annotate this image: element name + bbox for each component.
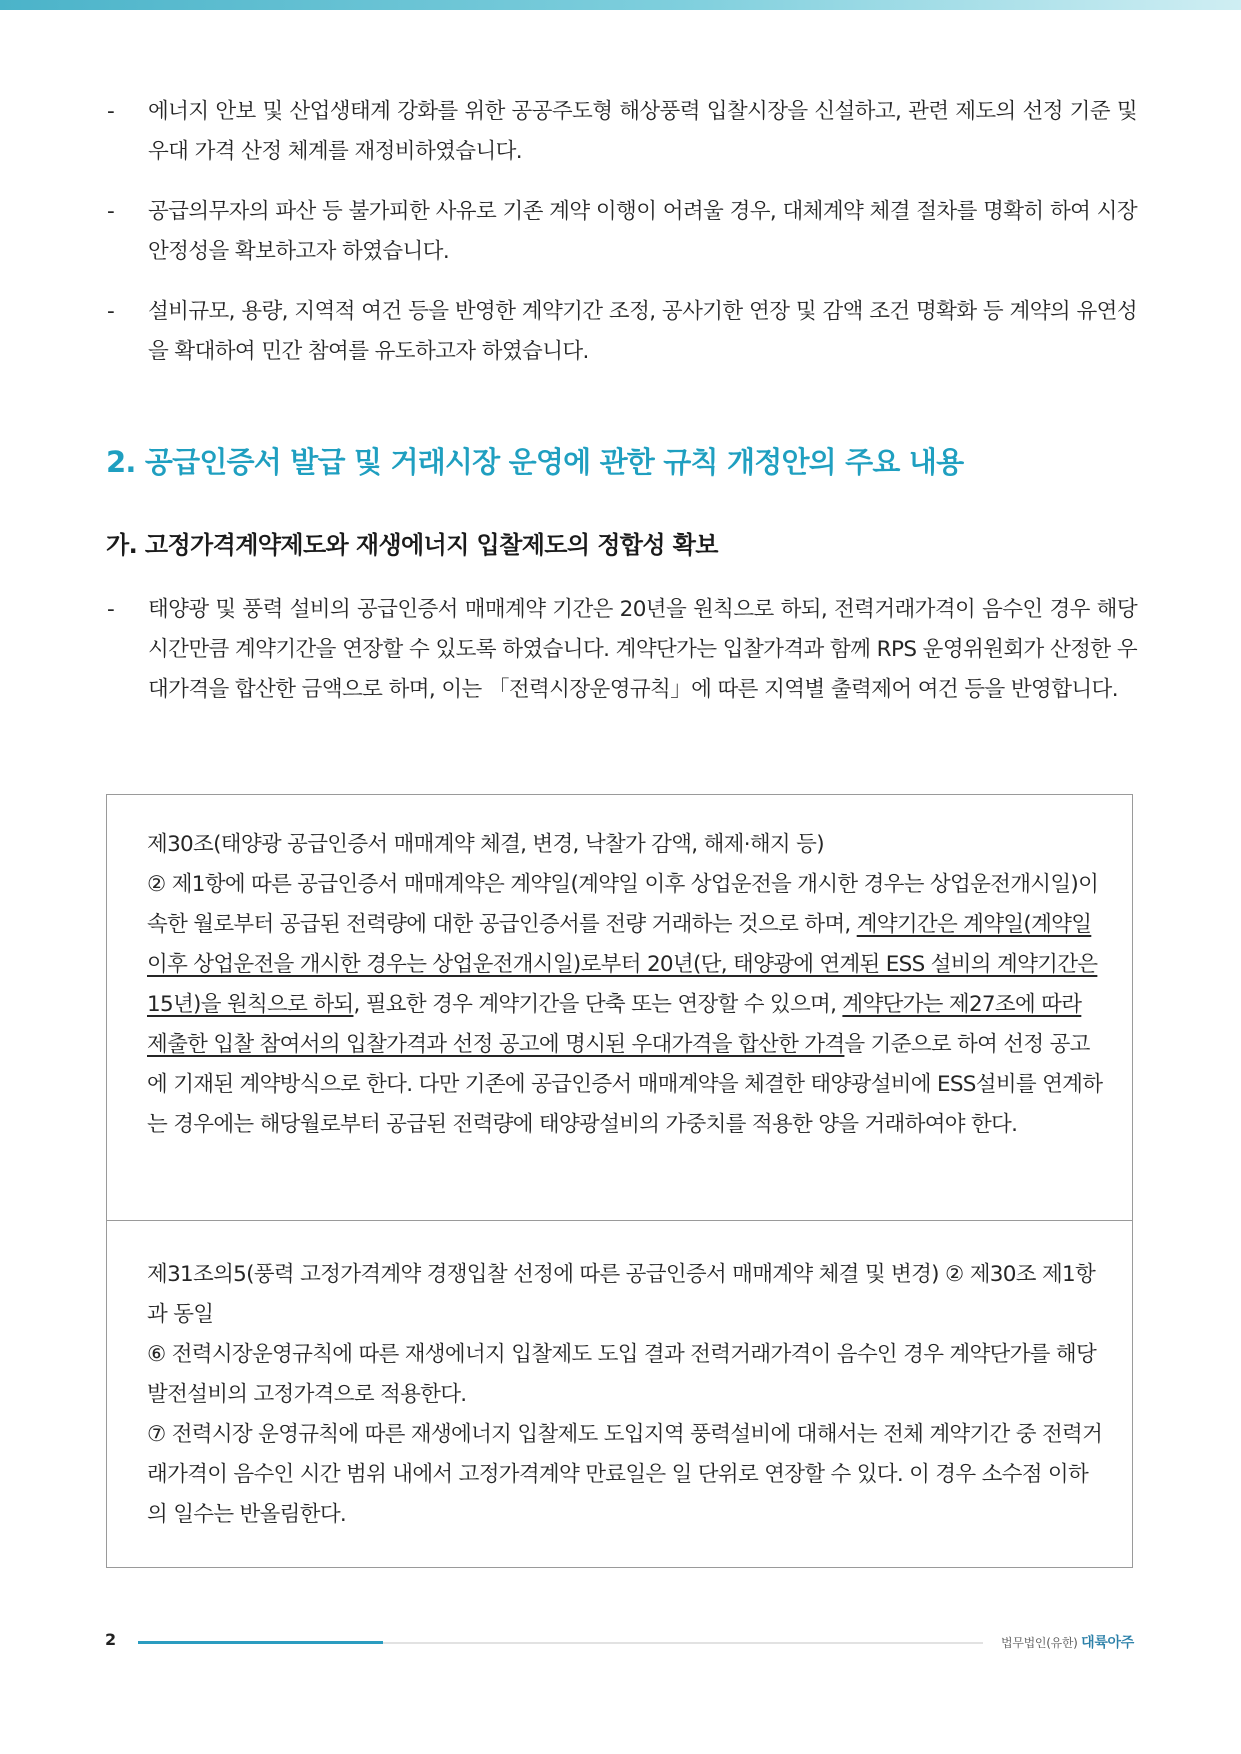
article-30-text-3: 을 기준으로 하여 선정 공고에 기재된 계약방식으로 한다. 다만 기존에 공급인증서 매매계약을 체결한 태양광설비에 ESS설비를 연계하는 경우에는 해당월로부터 공급된 전력량에 태양광설비의 가중치를 적용한 양을 거래하여야 한다. (147, 1032, 1103, 1137)
sub-bullet-list (107, 590, 1137, 730)
footer-brand (1001, 1632, 1134, 1652)
article-30-title: 제30조(태양광 공급인증서 매매계약 체결, 변경, 낙찰가 감액, 해제·해지 등) (147, 832, 824, 857)
bullet-text: 공급의무자의 파산 등 불가피한 사유로 기존 계약 이행이 어려울 경우, 대체계약 체결 절차를 명확히 하여 시장 안정성을 확보하고자 하였습니다. (148, 199, 1137, 264)
page-number: 2 (105, 1630, 117, 1649)
article-30-paragraph (147, 865, 1107, 1145)
article-30-text-2: , 필요한 경우 계약기간을 단축 또는 연장할 수 있으며, (353, 992, 843, 1017)
bullet-item (107, 92, 1137, 172)
bullet-dash: - (107, 99, 115, 124)
top-bullet-list (107, 92, 1137, 392)
section-heading: 2. 공급인증서 발급 및 거래시장 운영에 관한 규칙 개정안의 주요 내용 (106, 445, 964, 479)
top-accent-bar (0, 0, 1241, 10)
bullet-item (107, 292, 1137, 372)
brand-prefix: 법무법인(유한) (1001, 1636, 1078, 1650)
bullet-text: 에너지 안보 및 산업생태계 강화를 위한 공공주도형 해상풍력 입찰시장을 신설하고, 관련 제도의 선정 기준 및 우대 가격 산정 체계를 재정비하였습니다. (148, 99, 1137, 164)
bullet-dash: - (107, 597, 115, 622)
article-31-box (106, 1220, 1133, 1568)
article-30-underline-1: 계약기간은 계약일(계약일 이후 상업운전을 개시한 경우는 상업운전개시일)로부터 20년(단, 태양광에 연계된 ESS 설비의 계약기간은 15년)을 원칙으로 하되 (147, 912, 1098, 1017)
article-30-text (147, 825, 1107, 1145)
article-31-line-2: ⑥ 전력시장운영규칙에 따른 재생에너지 입찰제도 도입 결과 전력거래가격이 음수인 경우 계약단가를 해당 발전설비의 고정가격으로 적용한다. (147, 1342, 1097, 1407)
bullet-text: 설비규모, 용량, 지역적 여건 등을 반영한 계약기간 조정, 공사기한 연장 및 감액 조건 명확화 등 계약의 유연성을 확대하여 민간 참여를 유도하고자 하였습니다. (148, 299, 1137, 364)
article-30-box (106, 794, 1133, 1221)
subsection-heading: 가. 고정가격계약제도와 재생에너지 입찰제도의 정합성 확보 (106, 531, 718, 559)
article-31-text (147, 1255, 1107, 1535)
bullet-dash: - (107, 199, 115, 224)
footer-divider-accent (138, 1641, 383, 1644)
bullet-text: 태양광 및 풍력 설비의 공급인증서 매매계약 기간은 20년을 원칙으로 하되, 전력거래가격이 음수인 경우 해당 시간만큼 계약기간을 연장할 수 있도록 하였습니다. 계약단가는 입찰가격과 함께 RPS 운영위원회가 산정한 우대가격을 합산한 금액으로 하며, 이는 「전력시장운영규칙」에 따른 지역별 출력제어 여건 등을 반영합니다. (148, 597, 1137, 702)
bullet-item (107, 590, 1137, 710)
bullet-item (107, 192, 1137, 272)
bullet-dash: - (107, 299, 115, 324)
article-31-line-3: ⑦ 전력시장 운영규칙에 따른 재생에너지 입찰제도 도입지역 풍력설비에 대해서는 전체 계약기간 중 전력거래가격이 음수인 시간 범위 내에서 고정가격계약 만료일은 일 단위로 연장할 수 있다. 이 경우 소수점 이하의 일수는 반올림한다. (147, 1422, 1103, 1527)
article-31-line-1: 제31조의5(풍력 고정가격계약 경쟁입찰 선정에 따른 공급인증서 매매계약 체결 및 변경) ② 제30조 제1항과 동일 (147, 1262, 1096, 1327)
brand-name: 대륙아주 (1081, 1635, 1134, 1651)
article-30-underline-2: 계약단가는 제27조에 따라 제출한 입찰 참여서의 입찰가격과 선정 공고에 명시된 우대가격을 합산한 가격 (147, 992, 1082, 1057)
article-30-text-1: ② 제1항에 따른 공급인증서 매매계약은 계약일(계약일 이후 상업운전을 개시한 경우는 상업운전개시일)이 속한 월로부터 공급된 전력량에 대한 공급인증서를 전량 거래하는 것으로 하며, (147, 872, 1099, 937)
